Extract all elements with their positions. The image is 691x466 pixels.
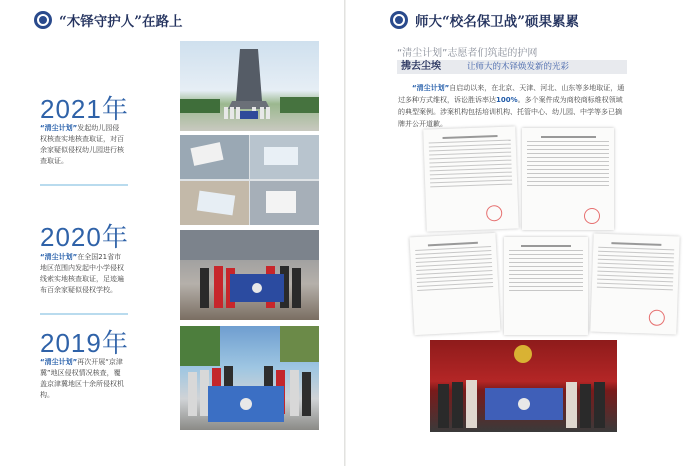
right-header [390,10,579,30]
year-2021-label: 2021年 [40,94,129,124]
court-document [504,237,588,335]
year-2020-label: 2020年 [40,222,129,252]
subheading: “清尘计划”志愿者们筑起的护网 [397,48,538,59]
outdoor-group-photo [180,326,319,430]
university-logo-icon [34,11,52,29]
year-2019-text: “清尘计划”再次开展“京津冀”地区侵权情况核查，覆盖京津冀地区十余所侵权机构。 [40,358,124,399]
slogan-bold: 拂去尘埃 [401,61,441,72]
court-document [522,128,614,230]
court-document [590,234,679,335]
left-page-title: “木铎守护人”在路上 [59,14,183,30]
left-page [0,0,345,466]
certificate-photos [180,135,319,225]
divider [40,313,128,315]
year-2021-text: “清尘计划”发起幼儿园侵权核查实地核查取证，对百余家疑似侵权幼儿园进行核查取证。 [40,124,124,165]
summary-paragraph: “清尘计划”自启动以来，在北京、天津、河北、山东等多地取证，通过多种方式维权，诉讼胜诉率达100%。多个案件成为商校商标维权领域的典型案例。涉案机构包括培训机构、托管中心、幼儿园、中学等多已摘牌并公开道歉。 [398,84,625,128]
left-header [34,10,183,30]
divider [40,184,128,186]
year-2019-label: 2019年 [40,328,129,358]
courtroom-group-photo [430,340,617,432]
right-page-title: 师大“校名保卫战”硕果累累 [415,14,580,30]
court-document [409,233,500,335]
court-document [423,126,519,231]
university-logo-icon [390,11,408,29]
slogan-band [397,60,627,74]
year-2020-text: “清尘计划”在全国21省市地区范围内发起中小学侵权线索实地核查取证，足迹遍布百余家疑似侵权学校。 [40,253,124,294]
station-group-photo [180,230,319,320]
slogan-text: 让师大的木铎焕发新的光彩 [467,62,570,72]
monument-group-photo [180,41,319,131]
